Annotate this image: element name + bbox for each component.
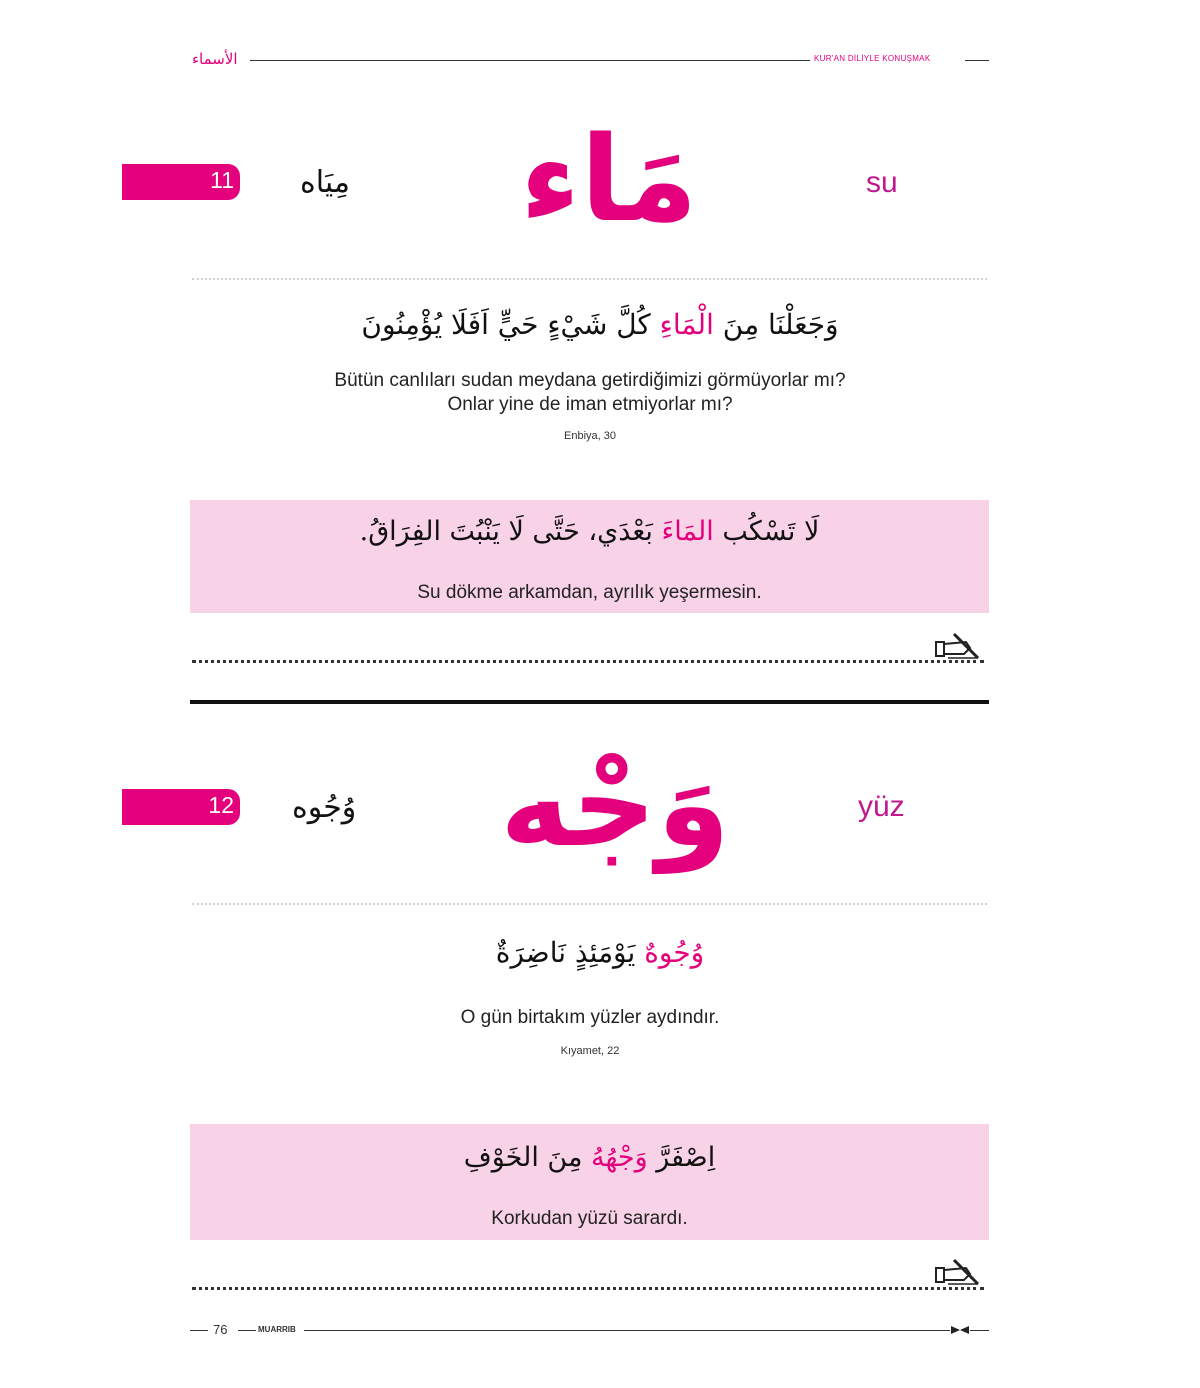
headword-translation: su xyxy=(866,166,898,199)
example-text-before: اِصْفَرَّ xyxy=(647,1142,716,1173)
verse-arabic xyxy=(0,308,1200,341)
headword: وَجْه xyxy=(500,735,730,873)
verse-translation xyxy=(0,369,1190,417)
entry-divider xyxy=(190,700,989,704)
verse-highlight: الْمَاءِ xyxy=(659,308,714,341)
writing-line[interactable] xyxy=(192,1287,984,1290)
entry-number-tab xyxy=(122,164,240,200)
writing-line[interactable] xyxy=(192,660,984,663)
footer-rule xyxy=(970,1330,989,1331)
verse-source: Enbiya, 30 xyxy=(564,430,616,442)
footer-rule xyxy=(190,1330,208,1331)
headword-translation: yüz xyxy=(858,790,905,823)
page-number: 76 xyxy=(213,1322,228,1337)
example-text-after: مِنَ الخَوْفِ xyxy=(463,1142,592,1173)
entry-number-tab xyxy=(122,789,240,825)
separator-dotted xyxy=(192,278,987,280)
entry-number: 12 xyxy=(208,792,234,818)
footer-rule xyxy=(238,1330,256,1331)
verse-arabic xyxy=(0,936,1200,969)
verse-text-after: كُلَّ شَيْءٍ حَيٍّ اَفَلَا يُؤْمِنُونَ xyxy=(361,308,660,341)
publisher-brand: MUARRIB xyxy=(258,1325,296,1334)
writing-hand-icon xyxy=(934,1254,984,1288)
writing-hand-icon xyxy=(934,628,984,662)
example-translation: Su dökme arkamdan, ayrılık yeşermesin. xyxy=(417,582,762,603)
verse-translation-line: O gün birtakım yüzler aydındır. xyxy=(460,1007,720,1028)
example-translation: Korkudan yüzü sarardı. xyxy=(491,1208,688,1229)
verse-source: Kıyamet, 22 xyxy=(560,1045,620,1057)
separator-dotted xyxy=(192,903,987,905)
header-rule xyxy=(250,60,810,61)
plural-form: مِيَاه xyxy=(300,165,350,200)
verse-highlight: وُجُوهٌ xyxy=(644,936,705,969)
headword: مَاء xyxy=(520,110,698,248)
example-highlight: المَاءَ xyxy=(661,516,714,547)
verse-translation xyxy=(0,1006,1190,1030)
verse-text-after: يَوْمَئِذٍ نَاضِرَةٌ xyxy=(495,936,645,969)
book-title: KUR'AN DİLİYLE KONUŞMAK xyxy=(814,54,931,63)
bowtie-ornament-icon xyxy=(950,1325,970,1335)
example-arabic xyxy=(190,516,989,547)
verse-translation-line: Bütün canlıları sudan meydana getirdiğimizi görmüyorlar mı? xyxy=(334,370,846,391)
example-highlight: وَجْهُهُ xyxy=(591,1142,648,1173)
example-text-after: بَعْدَي، حَتَّى لَا يَنْبُتَ الفِرَاقُ. xyxy=(359,516,662,547)
example-box xyxy=(190,1124,989,1240)
example-arabic xyxy=(190,1142,989,1173)
entry-number: 11 xyxy=(210,167,234,193)
section-title: الأسماء xyxy=(192,50,238,68)
example-text-before: لَا تَسْكُب xyxy=(713,516,820,547)
example-box xyxy=(190,500,989,613)
verse-translation-line: Onlar yine de iman etmiyorlar mı? xyxy=(447,394,733,415)
header-rule-end xyxy=(965,60,989,61)
footer-rule xyxy=(304,1330,950,1331)
plural-form: وُجُوه xyxy=(292,790,357,825)
verse-text-before: وَجَعَلْنَا مِنَ xyxy=(713,308,839,341)
